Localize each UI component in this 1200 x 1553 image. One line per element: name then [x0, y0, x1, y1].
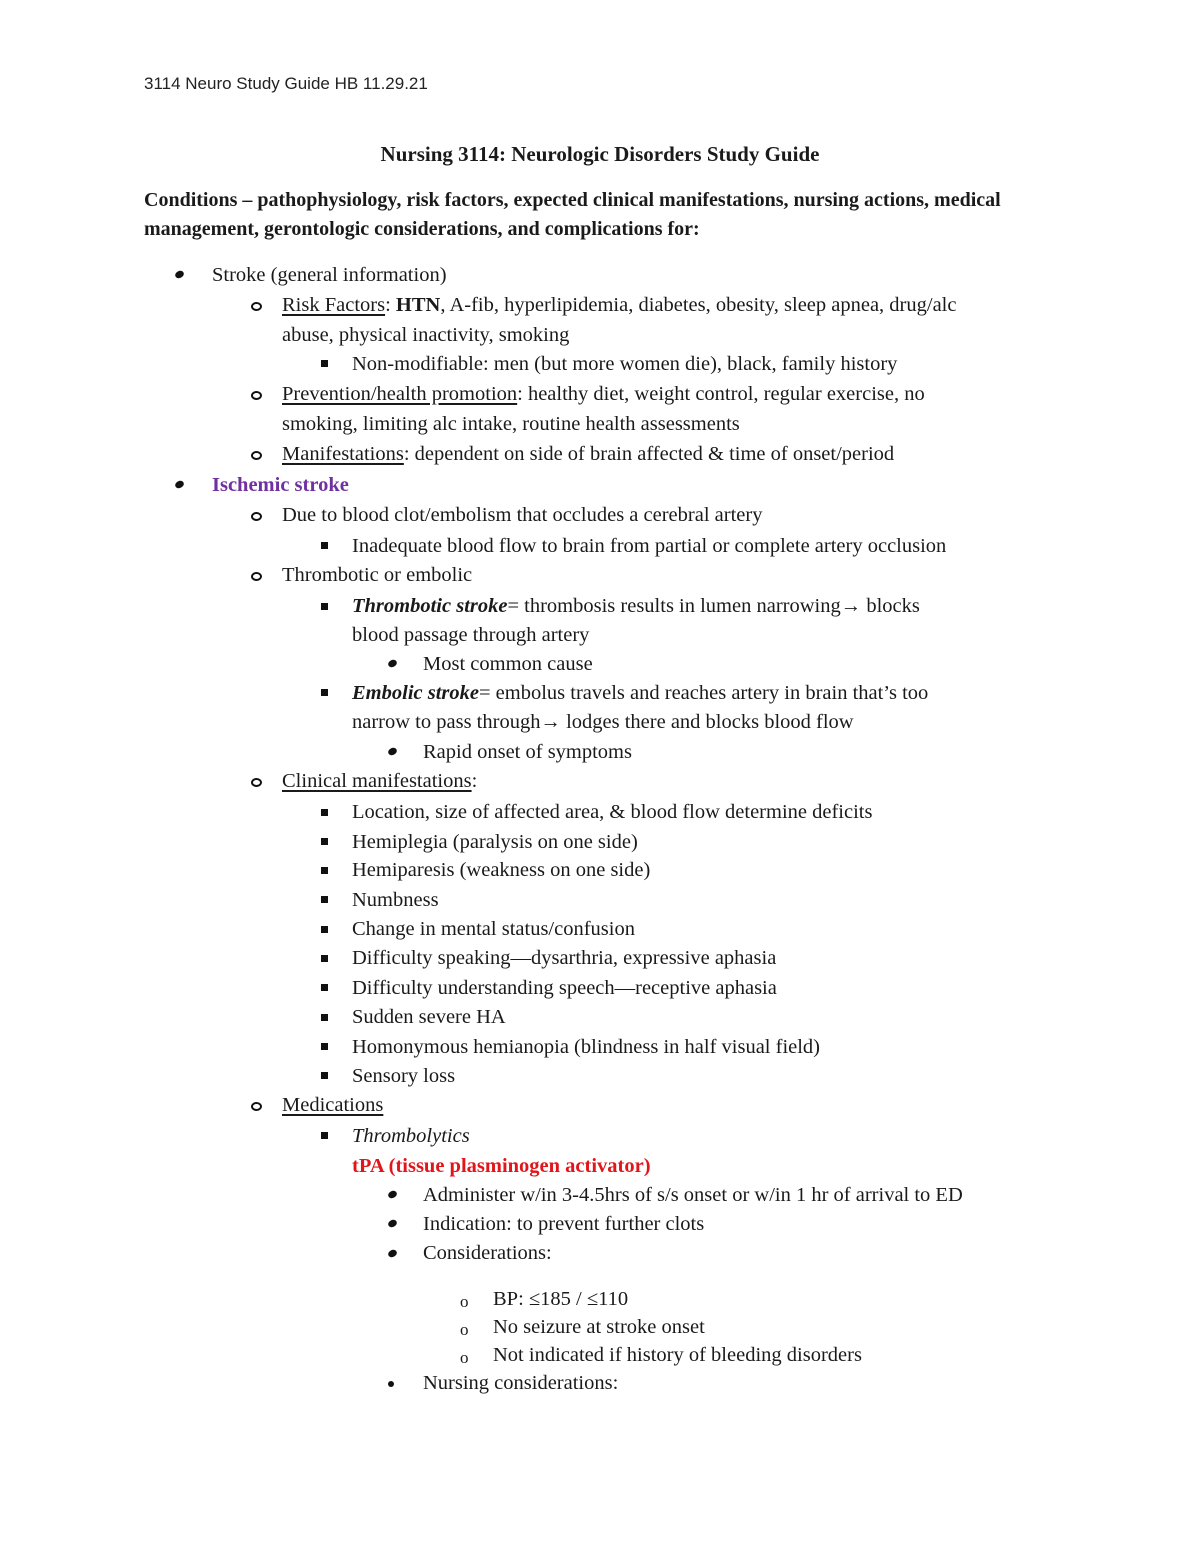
inadequate-flow: Inadequate blood flow to brain from partial or complete artery occlusion [352, 535, 947, 557]
tpa-heading: tPA (tissue plasminogen activator) [352, 1155, 651, 1177]
not-indicated: Not indicated if history of bleeding disorders [493, 1344, 862, 1366]
prevention-label: Prevention/health promotion [282, 383, 518, 405]
bullet-square-icon [321, 926, 328, 933]
clinical-item: Hemiplegia (paralysis on one side) [352, 831, 638, 853]
embolic-line [352, 679, 928, 707]
embolic-text-narrow: narrow to pass through [352, 711, 541, 733]
clinical-colon: : [471, 770, 478, 792]
thrombolytics-label: Thrombolytics [352, 1125, 470, 1147]
bullet-square-icon [321, 1132, 328, 1139]
manifestations-label: Manifestations [282, 443, 404, 465]
prevention-line [282, 380, 925, 408]
thrombotic-text-blocks: blocks [861, 595, 920, 617]
bullet-disc-icon [387, 1189, 398, 1199]
clinical-item: Change in mental status/confusion [352, 918, 635, 940]
thrombotic-note: Most common cause [423, 653, 593, 675]
non-modifiable: Non-modifiable: men (but more women die), black, family history [352, 353, 898, 375]
arrow-right-icon: → [840, 595, 862, 617]
prevention-cont: smoking, limiting alc intake, routine health assessments [282, 413, 740, 435]
bullet-circle-icon [251, 572, 262, 581]
embolic-note: Rapid onset of symptoms [423, 741, 632, 763]
embolic-text: = embolus travels and reaches artery in brain that’s too [478, 682, 929, 704]
risk-htn: HTN [395, 294, 441, 316]
bullet-circle-icon [251, 512, 262, 521]
tpa-considerations: Considerations: [423, 1242, 552, 1264]
bullet-square-icon [321, 867, 328, 874]
bullet-square-icon [321, 1043, 328, 1050]
tpa-indication: Indication: to prevent further clots [423, 1213, 705, 1235]
clinical-item: Location, size of affected area, & blood flow determine deficits [352, 801, 873, 823]
clinical-line [282, 767, 477, 795]
clinical-item: Hemiparesis (weakness on one side) [352, 859, 651, 881]
tpa-administer: Administer w/in 3-4.5hrs of s/s onset or w/in 1 hr of arrival to ED [423, 1184, 963, 1206]
thrombotic-cont: blood passage through artery [352, 624, 590, 646]
bullet-square-icon [321, 689, 328, 696]
manifestations-line [282, 440, 894, 468]
types-line: Thrombotic or embolic [282, 564, 473, 586]
clinical-item: Homonymous hemianopia (blindness in half visual field) [352, 1036, 821, 1058]
bullet-o-icon: o [460, 1292, 469, 1311]
bullet-square-icon [321, 955, 328, 962]
bullet-circle-icon [251, 391, 262, 400]
bullet-square-icon [321, 984, 328, 991]
page-title: Nursing 3114: Neurologic Disorders Study Guide [380, 142, 820, 166]
intro-heading: Conditions – pathophysiology, risk factors, expected clinical manifestations, nursing actions, medical management, gerontologic considerations, and complications for: [144, 189, 1001, 240]
risk-factors-label: Risk Factors [282, 294, 386, 316]
bullet-disc-icon [174, 479, 185, 489]
embolic-text-lodges: lodges there and blocks blood flow [560, 711, 854, 733]
bullet-circle-icon [251, 778, 262, 787]
medications-label: Medications [282, 1094, 384, 1116]
bullet-o-icon: o [460, 1348, 469, 1367]
stroke-heading: Stroke (general information) [212, 264, 447, 286]
bullet-square-icon [321, 603, 328, 610]
bullet-square-icon [321, 896, 328, 903]
embolic-cont [352, 708, 854, 736]
no-seizure: No seizure at stroke onset [493, 1316, 705, 1338]
clinical-item: Difficulty understanding speech—receptive aphasia [352, 977, 777, 999]
bullet-disc-icon [387, 746, 398, 756]
bullet-circle-icon [251, 1102, 262, 1111]
manifestations-text: : dependent on side of brain affected & time of onset/period [403, 443, 895, 465]
clinical-item: Difficulty speaking—dysarthria, expressive aphasia [352, 947, 777, 969]
risk-factors-line: Risk Factors: HTN, A-fib, hyperlipidemia, diabetes, obesity, sleep apnea, drug/alc [282, 294, 957, 316]
bullet-square-icon [321, 1072, 328, 1079]
page-header: 3114 Neuro Study Guide HB 11.29.21 [144, 74, 428, 93]
bullet-disc-icon [387, 658, 398, 668]
bp-limit: BP: ≤185 / ≤110 [493, 1288, 629, 1310]
clinical-label: Clinical manifestations [282, 770, 472, 792]
ischemic-stroke-heading: Ischemic stroke [212, 474, 349, 496]
clinical-item: Sudden severe HA [352, 1006, 506, 1028]
bullet-disc-icon [388, 1381, 394, 1387]
arrow-right-icon: → [540, 711, 561, 733]
bullet-square-icon [321, 360, 328, 367]
bullet-square-icon [321, 1014, 328, 1021]
bullet-square-icon [321, 542, 328, 549]
nursing-considerations: Nursing considerations: [423, 1372, 619, 1394]
bullet-o-icon: o [460, 1320, 469, 1339]
thrombotic-text: = thrombosis results in lumen narrowing [507, 595, 841, 617]
bullet-circle-icon [251, 451, 262, 460]
embolic-label: Embolic stroke [352, 682, 479, 704]
bullet-circle-icon [251, 302, 262, 311]
bullet-square-icon [321, 838, 328, 845]
risk-factors-text: , A-fib, hyperlipidemia, diabetes, obesity, sleep apnea, drug/alc [440, 294, 957, 316]
thrombotic-label: Thrombotic stroke [352, 595, 508, 617]
bullet-disc-icon [174, 269, 185, 279]
risk-factors-cont: abuse, physical inactivity, smoking [282, 324, 570, 346]
bullet-disc-icon [387, 1248, 398, 1258]
bullet-disc-icon [387, 1218, 398, 1228]
clinical-item: Sensory loss [352, 1065, 456, 1087]
bullet-square-icon [321, 809, 328, 816]
thrombotic-line [352, 592, 920, 620]
clinical-item: Numbness [352, 889, 439, 911]
prevention-text: : healthy diet, weight control, regular exercise, no [517, 383, 925, 405]
ischemic-cause: Due to blood clot/embolism that occludes a cerebral artery [282, 504, 763, 526]
